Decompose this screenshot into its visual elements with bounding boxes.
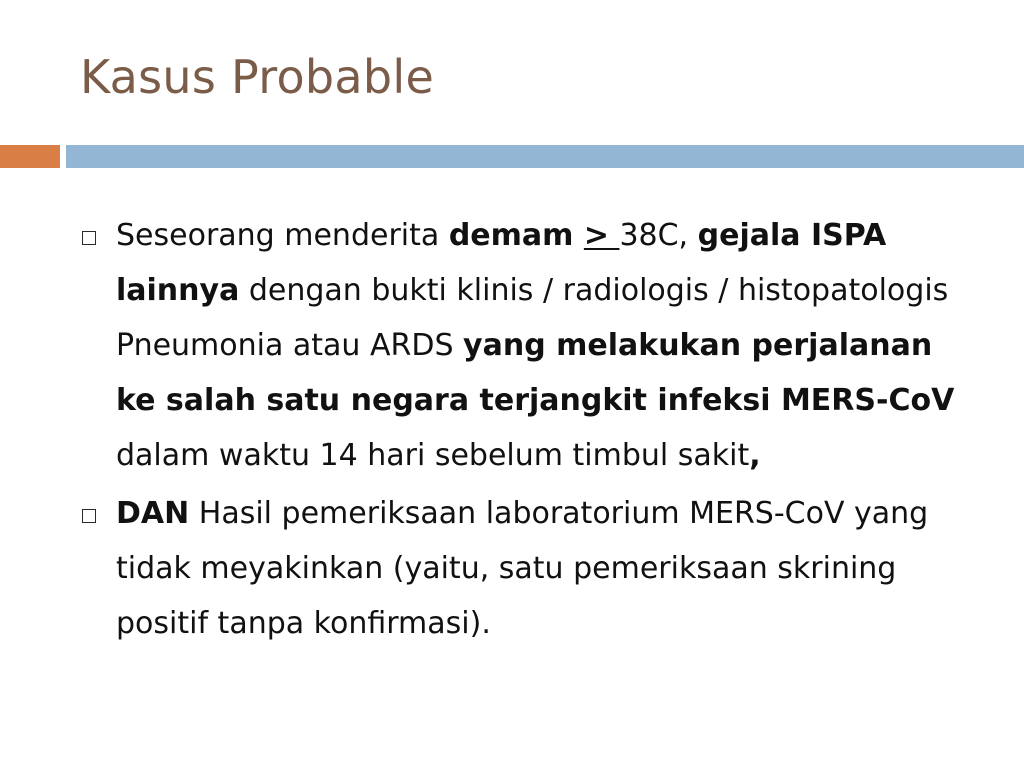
bullet-1-bold-segment: , (749, 438, 761, 473)
slide-title: Kasus Probable (80, 50, 435, 104)
bullet-text-1 (116, 218, 954, 473)
bullet-2-bold-segment: DAN (116, 496, 190, 531)
square-bullet-icon (82, 231, 96, 245)
square-bullet-icon (82, 509, 96, 523)
bullet-1-bold-segment: demam (448, 218, 584, 253)
bullet-1-segment: dengan bukti klinis / radiologis / histopatologis Pneumonia atau ARDS (116, 273, 949, 363)
bullet-list (82, 208, 962, 654)
accent-bar-orange (0, 145, 60, 168)
bullet-text-2 (116, 496, 928, 641)
bullet-1-segment: dalam waktu 14 hari sebelum timbul sakit (116, 438, 750, 473)
bullet-2-segment: Hasil pemeriksaan laboratorium MERS-CoV yang tidak meyakinkan (yaitu, satu pemeriksaan skrining positif tanpa konfirmasi). (116, 496, 929, 641)
bullet-1-bold-segment: yang melakukan perjalanan ke salah satu negara terjangkit infeksi MERS-CoV (116, 328, 955, 418)
bullet-item-1 (82, 208, 962, 483)
bullet-item-2 (82, 486, 962, 651)
bullet-1-segment: Seseorang menderita (116, 218, 449, 253)
bullet-1-bold-segment: gejala ISPA lainnya (116, 218, 887, 308)
greater-or-equal-sign: > (583, 218, 620, 253)
accent-bar-blue (66, 145, 1024, 168)
bullet-1-segment: 38C, (619, 218, 698, 253)
